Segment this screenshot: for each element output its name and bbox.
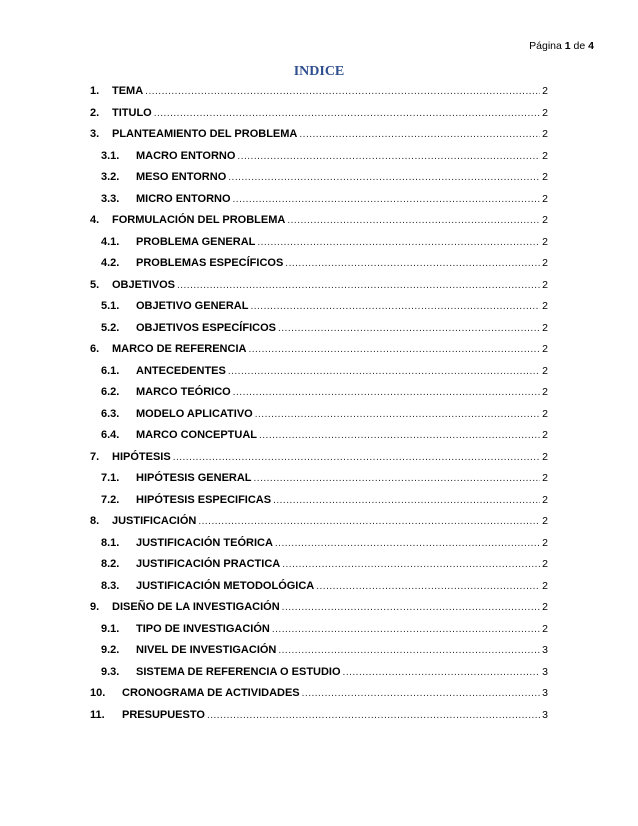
toc-entry-number: 7.2. [101,493,120,506]
toc-entry-number: 9. [90,601,100,613]
dot-leader [275,533,540,555]
toc-entry-label: MARCO DE REFERENCIA [112,343,247,355]
toc-entry-number: 7.1. [101,472,120,484]
toc-entry-number: 3.2. [101,171,120,183]
dot-leader [316,576,540,598]
toc-entry-label: FORMULACIÓN DEL PROBLEMA [112,214,286,226]
toc-entry-label: HIPÓTESIS [112,450,171,463]
toc-subentry[interactable] [90,425,548,447]
toc-entry-page: 2 [542,536,548,549]
table-of-contents [90,81,548,726]
toc-entry-page: 2 [542,601,548,613]
toc-entry-number: 6.1. [101,364,120,377]
dot-leader [177,275,540,297]
toc-entry-page: 2 [542,579,548,592]
toc-entry[interactable] [90,511,548,533]
toc-entry-number: 8.3. [101,579,120,592]
toc-subentry[interactable] [90,490,548,512]
toc-subentry[interactable] [90,468,548,490]
toc-subentry[interactable] [90,361,548,383]
toc-entry-label: MACRO ENTORNO [136,149,236,162]
toc-entry-number: 4.1. [101,235,120,248]
toc-entry-label: JUSTIFICACIÓN TEÓRICA [136,536,273,549]
toc-entry-page: 3 [542,687,548,699]
toc-subentry[interactable] [90,296,548,318]
page-current: 1 [564,40,571,52]
toc-entry-page: 2 [542,171,548,183]
toc-entry[interactable] [90,683,548,705]
toc-entry-label: TITULO [112,106,152,119]
toc-entry-page: 2 [542,257,548,269]
page-total: 4 [588,40,594,52]
dot-leader [257,232,540,254]
dot-leader [228,167,540,189]
dot-leader [154,103,540,125]
toc-subentry[interactable] [90,554,548,576]
toc-entry-label: MARCO TEÓRICO [136,386,231,398]
toc-subentry[interactable] [90,146,548,168]
toc-entry-number: 11. [90,708,105,721]
toc-entry-label: JUSTIFICACIÓN [112,515,197,527]
dot-leader [278,640,540,662]
dot-leader [250,296,540,318]
toc-entry-number: 4.2. [101,257,120,269]
toc-entry-number: 5. [90,278,100,291]
page-prefix: Página [529,40,562,52]
toc-entry[interactable] [90,597,548,619]
toc-subentry[interactable] [90,404,548,426]
dot-leader [145,81,540,103]
toc-entry-label: CRONOGRAMA DE ACTIVIDADES [122,687,300,699]
dot-leader [233,382,540,404]
toc-entry[interactable] [90,275,548,297]
toc-entry-label: MICRO ENTORNO [136,192,231,205]
toc-entry-label: MODELO APLICATIVO [136,407,253,420]
toc-entry-number: 3.3. [101,192,120,205]
toc-entry-number: 8. [90,515,100,527]
toc-entry-page: 2 [542,386,548,398]
toc-entry-page: 2 [542,622,548,635]
dot-leader [282,554,540,576]
toc-subentry[interactable] [90,253,548,275]
toc-entry-number: 6.4. [101,429,120,441]
toc-entry-label: DISEÑO DE LA INVESTIGACIÓN [112,601,280,613]
toc-entry-number: 7. [90,450,100,463]
dot-leader [228,361,540,383]
toc-entry-page: 2 [542,128,548,140]
toc-entry-number: 1. [90,85,100,97]
toc-entry-number: 9.2. [101,644,120,656]
toc-entry-number: 9.1. [101,622,120,635]
toc-subentry[interactable] [90,189,548,211]
toc-entry-number: 8.1. [101,536,120,549]
dot-leader [343,662,541,684]
toc-entry-page: 2 [542,235,548,248]
toc-entry-page: 2 [542,300,548,312]
toc-entry-page: 2 [542,364,548,377]
toc-entry-page: 2 [542,343,548,355]
toc-entry-page: 2 [542,192,548,205]
toc-entry[interactable] [90,210,548,232]
toc-entry-number: 9.3. [101,665,120,678]
toc-entry-page: 2 [542,558,548,570]
toc-subentry[interactable] [90,167,548,189]
dot-leader [282,597,540,619]
dot-leader [248,339,540,361]
toc-entry-label: TIPO DE INVESTIGACIÓN [136,622,270,635]
toc-entry-label: HIPÓTESIS GENERAL [136,472,252,484]
toc-entry-label: MESO ENTORNO [136,171,227,183]
dot-leader [255,404,540,426]
dot-leader [237,146,540,168]
dot-leader [198,511,540,533]
toc-entry-label: OBJETIVOS ESPECÍFICOS [136,321,276,334]
toc-entry-page: 2 [542,515,548,527]
toc-entry-label: JUSTIFICACIÓN METODOLÓGICA [136,579,315,592]
toc-entry-number: 2. [90,106,100,119]
toc-subentry[interactable] [90,533,548,555]
toc-entry[interactable] [90,705,548,727]
page-number [529,40,594,52]
toc-entry-label: SISTEMA DE REFERENCIA O ESTUDIO [136,665,341,678]
toc-subentry[interactable] [90,662,548,684]
toc-entry-page: 2 [542,450,548,463]
toc-entry-page: 2 [542,493,548,506]
dot-leader [259,425,540,447]
toc-entry-label: PLANTEAMIENTO DEL PROBLEMA [112,128,298,140]
toc-entry-label: PROBLEMAS ESPECÍFICOS [136,257,284,269]
toc-entry-label: ANTECEDENTES [136,364,226,377]
toc-entry-number: 4. [90,214,100,226]
toc-entry-label: OBJETIVOS [112,278,175,291]
toc-entry-page: 2 [542,85,548,97]
toc-entry[interactable] [90,124,548,146]
toc-entry-label: NIVEL DE INVESTIGACIÓN [136,644,277,656]
dot-leader [272,619,540,641]
toc-entry-number: 10. [90,687,106,699]
toc-entry-number: 5.1. [101,300,120,312]
toc-subentry[interactable] [90,640,548,662]
toc-entry-label: MARCO CONCEPTUAL [136,429,257,441]
toc-entry-number: 3. [90,128,100,140]
toc-entry-label: PROBLEMA GENERAL [136,235,256,248]
toc-entry-page: 2 [542,407,548,420]
dot-leader [207,705,540,727]
toc-entry-page: 2 [542,278,548,291]
toc-entry-page: 3 [542,665,548,678]
toc-entry-label: HIPÓTESIS ESPECIFICAS [136,493,272,506]
toc-entry-page: 2 [542,214,548,226]
toc-entry-page: 2 [542,472,548,484]
toc-subentry[interactable] [90,318,548,340]
toc-entry[interactable] [90,339,548,361]
dot-leader [173,447,540,469]
toc-entry-page: 2 [542,429,548,441]
toc-entry-label: OBJETIVO GENERAL [136,300,249,312]
toc-entry[interactable] [90,81,548,103]
toc-entry-page: 2 [542,149,548,162]
dot-leader [285,253,540,275]
toc-entry-label: PRESUPUESTO [122,708,205,721]
toc-entry[interactable] [90,103,548,125]
toc-entry-number: 6. [90,343,100,355]
toc-subentry[interactable] [90,576,548,598]
toc-entry-number: 3.1. [101,149,120,162]
dot-leader [299,124,540,146]
toc-entry-page: 2 [542,106,548,119]
toc-subentry[interactable] [90,382,548,404]
dot-leader [273,490,540,512]
toc-entry-number: 5.2. [101,321,120,334]
dot-leader [287,210,540,232]
page-separator: de [573,40,586,52]
dot-leader [254,468,541,490]
dot-leader [278,318,540,340]
toc-subentry[interactable] [90,619,548,641]
toc-entry-page: 2 [542,321,548,334]
toc-entry-page: 3 [542,644,548,656]
toc-entry-number: 6.2. [101,386,120,398]
toc-title: INDICE [293,64,345,79]
dot-leader [233,189,541,211]
toc-entry-number: 6.3. [101,407,120,420]
toc-entry-number: 8.2. [101,558,120,570]
toc-entry-label: JUSTIFICACIÓN PRACTICA [136,558,281,570]
toc-entry-page: 3 [542,708,548,721]
dot-leader [302,683,541,705]
toc-entry[interactable] [90,447,548,469]
toc-entry-label: TEMA [112,85,144,97]
toc-subentry[interactable] [90,232,548,254]
